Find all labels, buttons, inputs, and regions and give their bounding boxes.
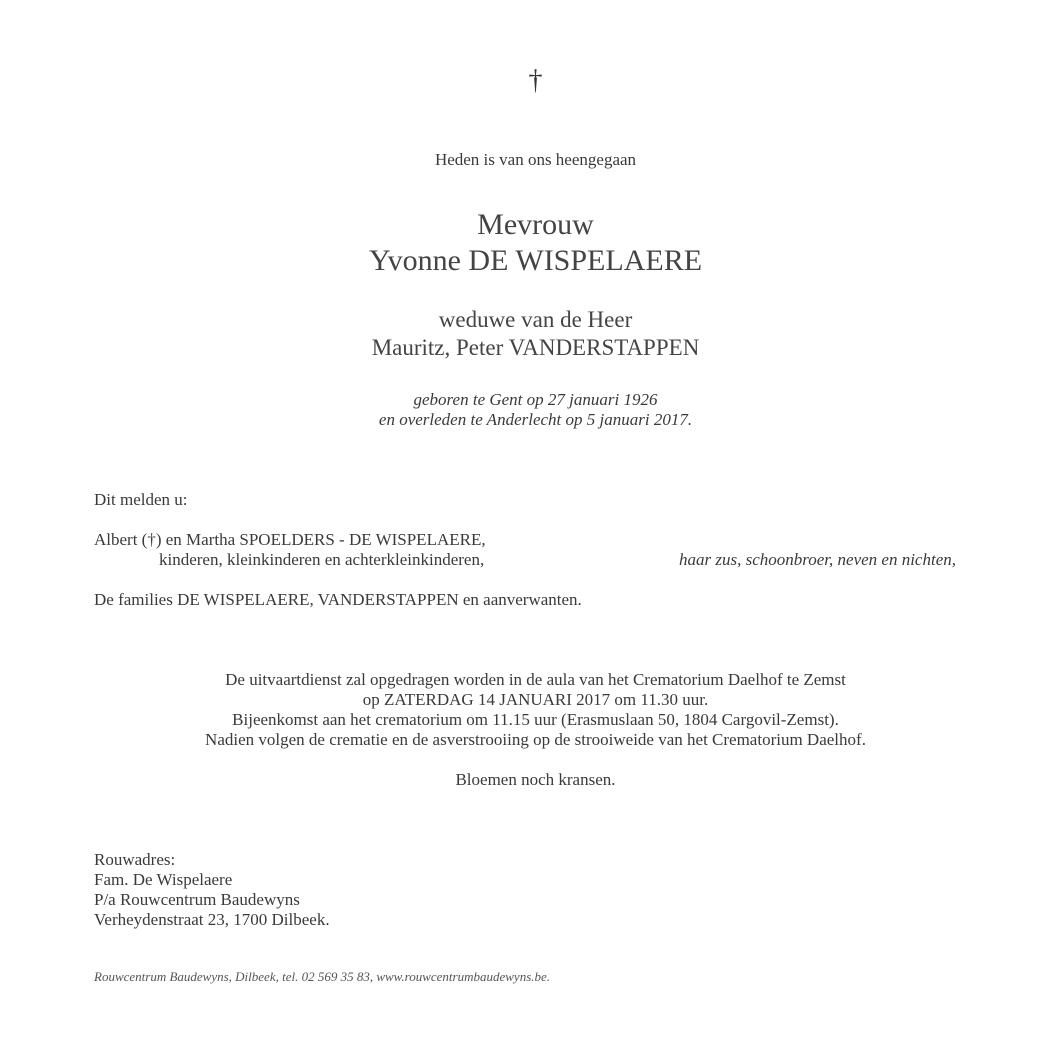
address-line-1: Fam. De Wispelaere <box>94 870 233 889</box>
flowers-text: Bloemen noch kransen. <box>455 770 616 789</box>
family-block <box>94 530 486 570</box>
address-label: Rouwadres: <box>94 850 176 869</box>
address-line-2: P/a Rouwcentrum Baudewyns <box>94 890 300 909</box>
address-block <box>94 850 330 930</box>
relatives-text: haar zus, schoonbroer, neven en nichten, <box>679 550 956 569</box>
deceased-title: Mevrouw <box>477 208 594 241</box>
announcers-intro: Dit melden u: <box>94 490 188 509</box>
family-line-1: Albert (†) en Martha SPOELDERS - DE WISPELAERE, <box>94 530 486 549</box>
intro-text: Heden is van ons heengegaan <box>434 150 637 169</box>
dates-block <box>0 390 1049 430</box>
birth-text: geboren te Gent op 27 januari 1926 <box>413 390 658 409</box>
ceremony-line-3: Bijeenkomst aan het crematorium om 11.15 uur (Erasmuslaan 50, 1804 Cargovil-Zemst). <box>232 710 839 729</box>
family-line-2: kinderen, kleinkinderen en achterkleinkinderen, <box>159 550 485 569</box>
address-line-3: Verheydenstraat 23, 1700 Dilbeek. <box>94 910 330 929</box>
deceased-name-block <box>0 207 1049 279</box>
cross-icon: † <box>528 65 543 96</box>
deceased-full-name: Yvonne DE WISPELAERE <box>368 244 703 277</box>
ceremony-line-4: Nadien volgen de crematie en de asverstrooiing op de strooiweide van het Crematorium Daelhof. <box>205 730 866 749</box>
families-text: De families DE WISPELAERE, VANDERSTAPPEN en aanverwanten. <box>94 590 582 609</box>
ceremony-line-2: op ZATERDAG 14 JANUARI 2017 om 11.30 uur. <box>362 690 709 709</box>
spouse-block <box>0 306 1049 362</box>
footer-text: Rouwcentrum Baudewyns, Dilbeek, tel. 02 569 35 83, www.rouwcentrumbaudewyns.be. <box>94 969 551 984</box>
spouse-line-2: Mauritz, Peter VANDERSTAPPEN <box>371 335 700 360</box>
spouse-line-1: weduwe van de Heer <box>438 307 633 332</box>
ceremony-line-1: De uitvaartdienst zal opgedragen worden in de aula van het Crematorium Daelhof te Zemst <box>225 670 846 689</box>
death-text: en overleden te Anderlecht op 5 januari 2017. <box>378 410 693 429</box>
ceremony-block <box>0 670 1049 750</box>
